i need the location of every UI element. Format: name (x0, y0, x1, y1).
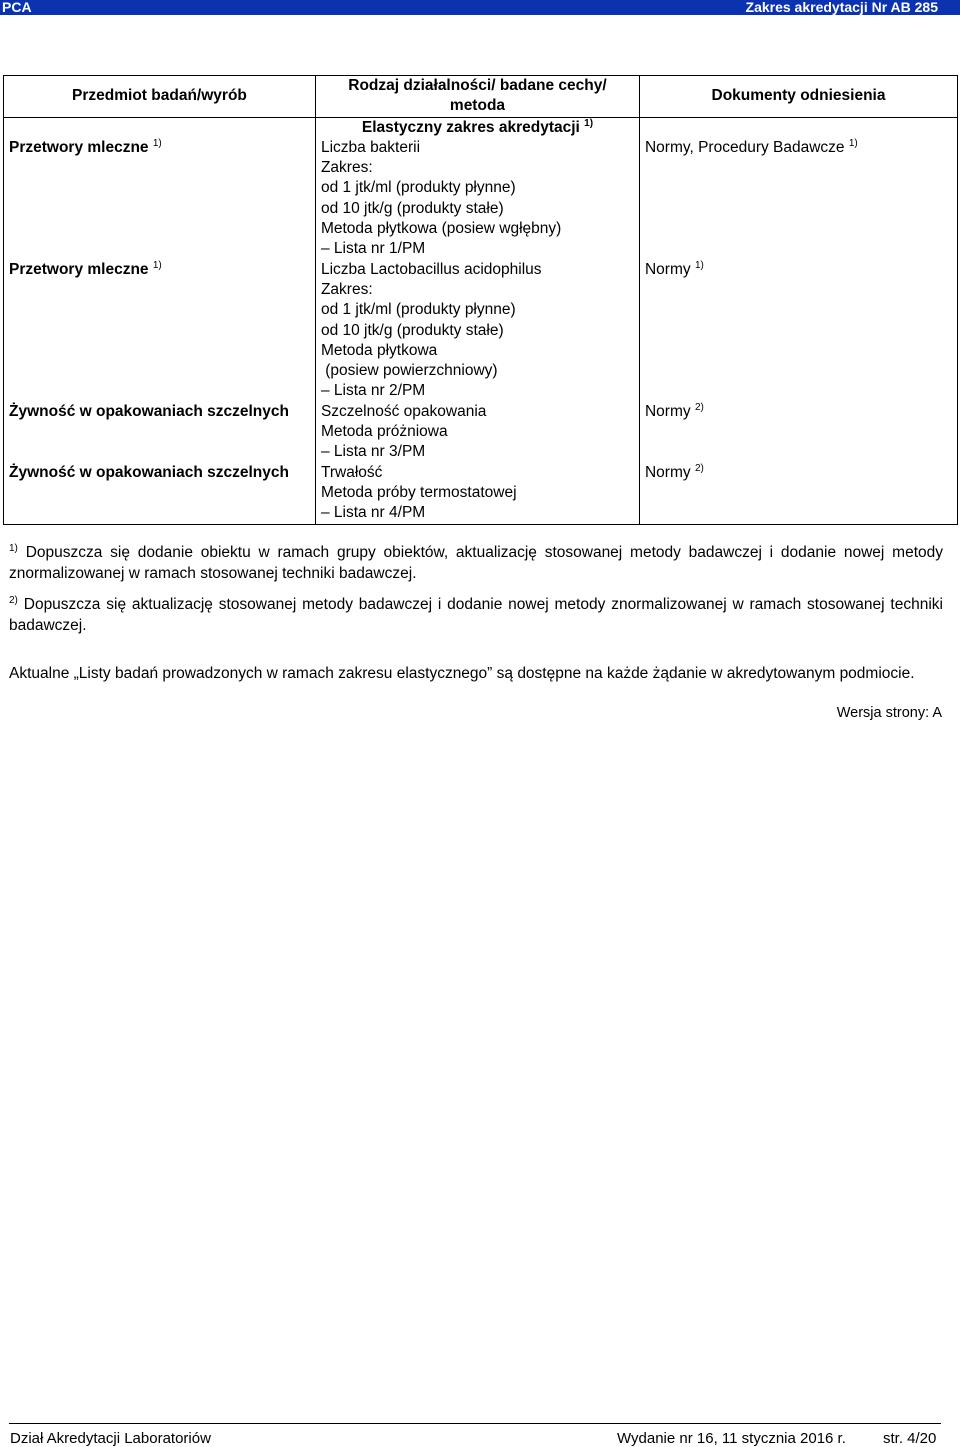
header-activity (315, 76, 639, 118)
document-cell (639, 463, 957, 524)
flex-empty-cell (639, 117, 957, 138)
method-cell (315, 138, 639, 260)
method-line: Liczba bakterii (320, 138, 421, 156)
method-line: Metoda płytkowa (320, 341, 438, 359)
footnote-2-marker: 2) (9, 594, 18, 606)
method-line: od 1 jtk/ml (produkty płynne) (320, 301, 516, 319)
footnote-2 (9, 595, 943, 636)
document-cell (639, 260, 957, 402)
footer-department: Dział Akredytacji Laboratoriów (10, 1430, 211, 1447)
method-line: Zakres: (320, 280, 373, 298)
subject-text: Przetwory mleczne (9, 138, 149, 156)
subject-text: Przetwory mleczne (9, 260, 149, 278)
subject-text: Żywność w opakowaniach szczelnych (9, 463, 289, 481)
document-footnote-marker: 1) (848, 137, 858, 149)
document-footnote-marker: 2) (694, 401, 704, 413)
page-version: Wersja strony: A (836, 705, 942, 721)
header-title: Zakres akredytacji Nr AB 285 (745, 0, 938, 15)
subject-cell (4, 260, 316, 402)
method-line: od 10 jtk/g (produkty stałe) (320, 199, 504, 217)
subject-cell (4, 138, 316, 260)
table-row (4, 402, 958, 463)
document-footnote-marker: 2) (694, 462, 704, 474)
footer-edition: Wydanie nr 16, 11 stycznia 2016 r. (617, 1430, 846, 1447)
method-line: Metoda próby termostatowej (320, 483, 517, 501)
flex-scope-label: Elastyczny zakres akredytacji $^{1)}$ (315, 117, 639, 138)
method-line: (posiew powierzchniowy) (320, 362, 498, 380)
subject-text: Żywność w opakowaniach szczelnych (9, 402, 289, 420)
header-documents: Dokumenty odniesienia (639, 76, 957, 118)
document-text: Normy (644, 402, 691, 420)
header-activity-line2: metoda (449, 97, 506, 115)
footnote-1 (9, 543, 943, 584)
subject-cell (4, 402, 316, 463)
footnote-2-text: Dopuszcza się aktualizację stosowanej metody badawczej i dodanie nowej metody znormalizowanej w ramach stosowanej techniki badawczej. (9, 596, 943, 634)
method-line: Zakres: (320, 159, 373, 177)
footer-page-number: str. 4/20 (883, 1430, 937, 1447)
footnote-1-text: Dopuszcza się dodanie obiektu w ramach grupy obiektów, aktualizację stosowanej metody badawczej i dodanie nowej metody znormalizowanej w ramach stosowanej techniki badawczej. (9, 544, 943, 582)
subject-footnote-marker: 1) (152, 137, 162, 149)
table-row (4, 138, 958, 260)
document-text: Normy (644, 260, 691, 278)
method-line: Trwałość (320, 463, 383, 481)
list-reference: – Lista nr 2/PM (320, 382, 426, 400)
header-bar (0, 0, 960, 15)
subject-cell (4, 463, 316, 524)
header-activity-line1: Rodzaj działalności/ badane cechy/ (348, 77, 607, 94)
table-row (4, 260, 958, 402)
document-cell (639, 402, 957, 463)
table-row (4, 463, 958, 524)
availability-note: Aktualne „Listy badań prowadzonych w ramach zakresu elastycznego” są dostępne na każde żądanie w akredytowanym podmiocie. (9, 665, 915, 682)
flex-empty-cell (4, 117, 316, 138)
flex-scope-sup: 1) (584, 117, 594, 129)
list-reference: – Lista nr 1/PM (320, 240, 426, 258)
subject-footnote-marker: 1) (152, 259, 162, 271)
method-line: od 1 jtk/ml (produkty płynne) (320, 179, 516, 197)
method-line: Metoda płytkowa (posiew wgłębny) (320, 220, 562, 238)
accreditation-table (3, 75, 958, 525)
document-footnote-marker: 1) (694, 259, 704, 271)
method-line: od 10 jtk/g (produkty stałe) (320, 321, 504, 339)
list-reference: – Lista nr 3/PM (320, 443, 426, 461)
header-subject: Przedmiot badań/wyrób (4, 76, 316, 118)
document-cell (639, 138, 957, 260)
footnote-1-marker: 1) (9, 542, 18, 554)
footer-divider (9, 1423, 941, 1424)
method-cell (315, 463, 639, 524)
method-cell (315, 402, 639, 463)
document-text: Normy (644, 463, 691, 481)
header-org: PCA (2, 0, 32, 15)
method-line: Szczelność opakowania (320, 402, 487, 420)
list-reference: – Lista nr 4/PM (320, 504, 426, 522)
document-text: Normy, Procedury Badawcze (644, 138, 845, 156)
method-line: Metoda próżniowa (320, 423, 448, 441)
method-cell (315, 260, 639, 402)
method-line: Liczba Lactobacillus acidophilus (320, 260, 542, 278)
